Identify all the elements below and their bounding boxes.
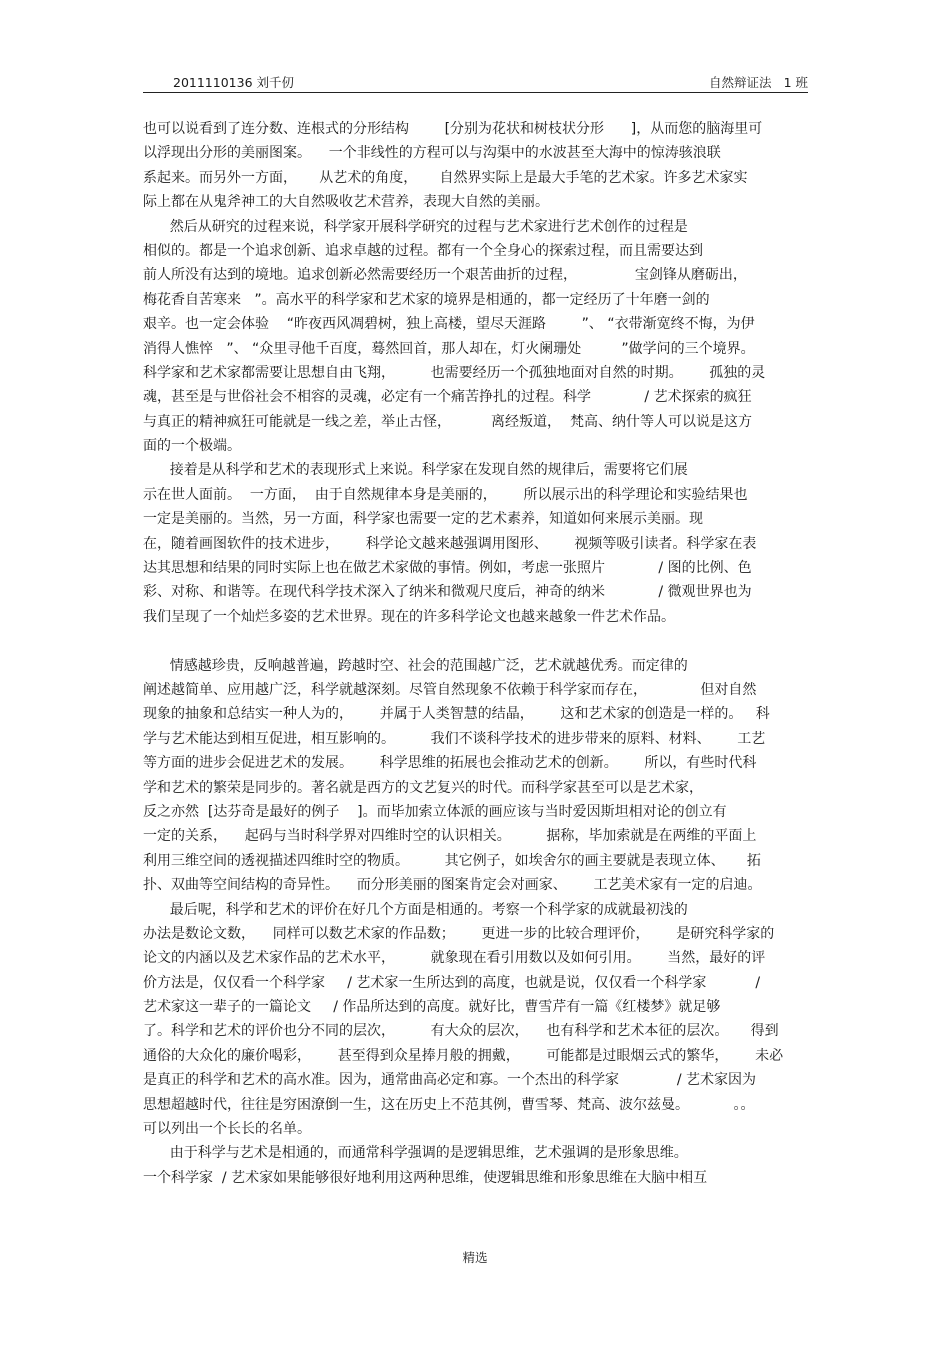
text-line: 价方法是，仅仅看一个科学家 / 艺术家一生所达到的高度，也就是说，仅仅看一个科学家 / bbox=[143, 974, 761, 991]
text-line bbox=[143, 629, 813, 653]
text-line: 一定是美丽的。当然，另一方面，科学家也需要一定的艺术素养，知道如何来展示美丽。现 bbox=[143, 511, 703, 528]
text-line: 消得人憔悴 ”、 “众里寻他千百度，蓦然回首，那人却在，灯火阑珊处 ”做学问的三个境界。 bbox=[143, 340, 755, 357]
page-header bbox=[143, 60, 808, 93]
text-line: 阐述越简单、应用越广泛，科学就越深刻。尽管自然现象不依赖于科学家而存在， 但对自然 bbox=[143, 681, 757, 698]
text-line: 一个科学家 / 艺术家如果能够很好地利用这两种思维，使逻辑思维和形象思维在大脑中相互 bbox=[143, 1169, 708, 1186]
text-line: 彩、对称、和谐等。在现代科学技术深入了纳米和微观尺度后，神奇的纳米 / 微观世界也为 bbox=[143, 584, 752, 601]
course-info bbox=[709, 73, 808, 91]
text-line: 魂，甚至是与世俗社会不相容的灵魂，必定有一个痛苦挣扎的过程。科学 / 艺术探索的疯狂 bbox=[143, 389, 752, 406]
text-line: 思想超越时代，往往是穷困潦倒一生，这在历史上不范其例，曹雪琴、梵高、波尔兹曼。 。。 bbox=[143, 1096, 755, 1113]
text-line: 也可以说看到了连分数、连根式的分形结构 [分别为花状和树枝状分形 ]，从而您的脑海里可 bbox=[143, 121, 763, 137]
text-line: 面的一个极端。 bbox=[143, 438, 241, 455]
student-id-name: 2011110136 刘千仞 bbox=[173, 75, 295, 90]
text-line: 最后呢，科学和艺术的评价在好几个方面是相通的。考察一个科学家的成就最初浅的 bbox=[143, 901, 688, 918]
text-line: 扑、双曲等空间结构的奇异性。 而分形美丽的图案肯定会对画家、 工艺美术家有一定的启迪。 bbox=[143, 877, 762, 894]
text-line: 艺术家这一辈子的一篇论文 / 作品所达到的高度。就好比，曹雪芹有一篇《红楼梦》就足够 bbox=[143, 999, 721, 1016]
text-line: 现象的抽象和总结实一种人为的， 并属于人类智慧的结晶， 这和艺术家的创造是一样的。 科 bbox=[143, 706, 770, 723]
text-line: 办法是数论文数， 同样可以数艺术家的作品数； 更进一步的比较合理评价， 是研究科学家的 bbox=[143, 925, 775, 942]
page-footer: 精选 bbox=[462, 1250, 488, 1265]
text-line: 达其思想和结果的同时实际上也在做艺术家做的事情。例如，考虑一张照片 / 图的比例、色 bbox=[143, 560, 752, 577]
text-line: 反之亦然 [达芬奇是最好的例子 ]。而毕加索立体派的画应该与当时爱因斯坦相对论的创立有 bbox=[143, 803, 727, 820]
text-line: 系起来。而另外一方面， 从艺术的角度， 自然界实际上是最大手笔的艺术家。许多艺术家实 bbox=[143, 169, 748, 186]
text-line: 然后从研究的过程来说，科学家开展科学研究的过程与艺术家进行艺术创作的过程是 bbox=[143, 218, 688, 235]
text-line: 相似的。都是一个追求创新、追求卓越的过程。都有一个全身心的探索过程，而且需要达到 bbox=[143, 242, 703, 259]
text-line: 在，随着画图软件的技术进步， 科学论文越来越强调用图形、 视频等吸引读者。科学家在表 bbox=[143, 535, 757, 552]
text-line: 示在世人面前。 一方面， 由于自然规律本身是美丽的， 所以展示出的科学理论和实验结果也 bbox=[143, 486, 748, 503]
text-line: 一定的关系， 起码与当时科学界对四维时空的认识相关。 据称，毕加索就是在两维的平面上 bbox=[143, 828, 757, 845]
text-line: 艰辛。也一定会体验 “昨夜西风凋碧树，独上高楼，望尽天涯路 ”、 “衣带渐宽终不悔，为伊 bbox=[143, 316, 755, 333]
text-line: 利用三维空间的透视描述四维时空的物质。 其它例子，如埃舍尔的画主要就是表现立体、 拓 bbox=[143, 852, 761, 869]
text-line: 际上都在从鬼斧神工的大自然吸收艺术营养，表现大自然的美丽。 bbox=[143, 194, 549, 211]
text-line: 科学家和艺术家都需要让思想自由飞翔， 也需要经历一个孤独地面对自然的时期。 孤独的灵 bbox=[143, 364, 766, 381]
text-line: 由于科学与艺术是相通的，而通常科学强调的是逻辑思维，艺术强调的是形象思维。 bbox=[143, 1145, 688, 1162]
text-line: 学与艺术能达到相互促进，相互影响的。 我们不谈科学技术的进步带来的原料、材料、 工艺 bbox=[143, 730, 766, 747]
text-line: 梅花香自苦寒来 ”。高水平的科学家和艺术家的境界是相通的，都一定经历了十年磨一剑的 bbox=[143, 291, 710, 308]
class-label: 1 班 bbox=[783, 75, 808, 90]
text-line: 学和艺术的繁荣是同步的。著名就是西方的文艺复兴的时代。而科学家甚至可以是艺术家， bbox=[143, 779, 703, 796]
text-line: 以浮现出分形的美丽图案。 一个非线性的方程可以与沟渠中的水波甚至大海中的惊涛骇浪联 bbox=[143, 145, 721, 162]
text-line: 前人所没有达到的境地。追求创新必然需要经历一个艰苦曲折的过程， 宝剑锋从磨砺出， bbox=[143, 267, 747, 284]
body-text bbox=[143, 117, 813, 1190]
text-line: 接着是从科学和艺术的表现形式上来说。科学家在发现自然的规律后，需要将它们展 bbox=[143, 462, 688, 479]
text-line: 与真正的精神疯狂可能就是一线之差，举止古怪， 离经叛道， 梵高、纳什等人可以说是这方 bbox=[143, 413, 752, 430]
text-line: 等方面的进步会促进艺术的发展。 科学思维的拓展也会推动艺术的创新。 所以，有些时代科 bbox=[143, 755, 757, 772]
text-line: 我们呈现了一个灿烂多姿的艺术世界。现在的许多科学论文也越来越象一件艺术作品。 bbox=[143, 608, 675, 625]
text-line: 可以列出一个长长的名单。 bbox=[143, 1121, 311, 1138]
text-line: 是真正的科学和艺术的高水准。因为，通常曲高必定和寡。一个杰出的科学家 / 艺术家因为 bbox=[143, 1072, 757, 1089]
text-line: 了。科学和艺术的评价也分不同的层次， 有大众的层次， 也有科学和艺术本征的层次。 得到 bbox=[143, 1023, 779, 1040]
text-line: 情感越珍贵，反响越普遍，跨越时空、社会的范围越广泛，艺术就越优秀。而定律的 bbox=[143, 657, 688, 674]
text-line: 论文的内涵以及艺术家作品的艺术水平， 就象现在看引用数以及如何引用。 当然，最好的评 bbox=[143, 950, 766, 967]
text-line: 通俗的大众化的廉价喝彩， 甚至得到众星捧月般的拥戴， 可能都是过眼烟云式的繁华， 未必 bbox=[143, 1047, 784, 1064]
course-name: 自然辩证法 bbox=[709, 75, 772, 90]
